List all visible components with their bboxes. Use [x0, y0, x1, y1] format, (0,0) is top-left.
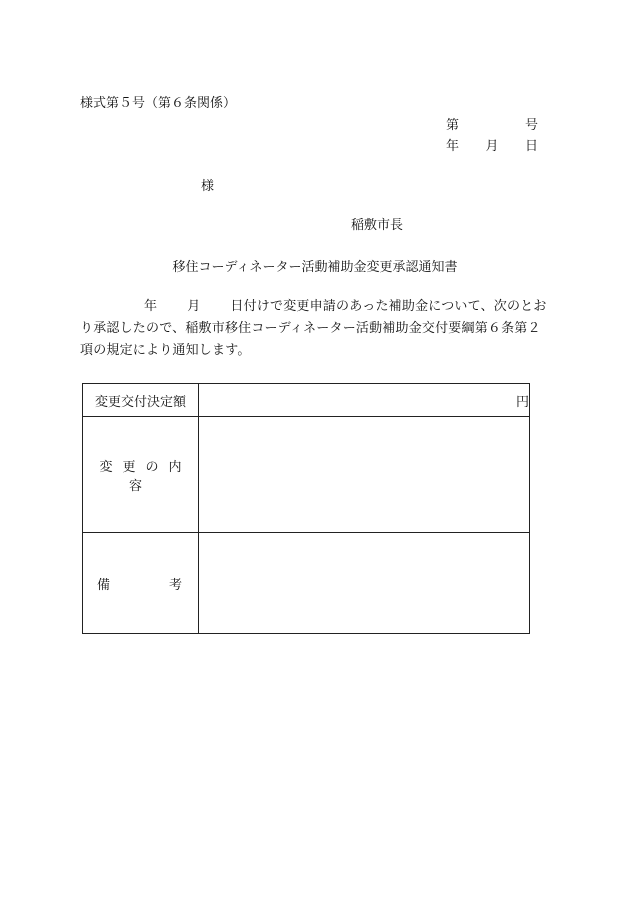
amount-row: [83, 384, 530, 417]
number-prefix: 第: [446, 118, 460, 133]
amount-unit: 円: [515, 394, 529, 410]
body-text: 日付けで変更申請のあった補助金について、次のとおり承認したので、稲敷市移住コーディネーター活動補助金交付要綱第６条第２項の規定により通知します。: [80, 299, 547, 358]
issue-date-line: [446, 140, 538, 153]
document-number-line: [446, 119, 538, 132]
change-content-value: [199, 417, 530, 533]
change-details-table: [82, 383, 530, 634]
amount-label: 変更交付決定額: [83, 384, 199, 417]
date-day: 日: [524, 139, 538, 154]
amount-value-cell: [199, 384, 530, 417]
date-month: 月: [485, 139, 499, 154]
body-year: 年: [144, 299, 158, 314]
change-content-row: [83, 417, 530, 533]
body-paragraph: [80, 296, 550, 362]
remarks-row: [83, 533, 530, 634]
change-content-label-cell: [83, 417, 199, 533]
body-month: 月: [187, 299, 201, 314]
remarks-value: [199, 533, 530, 634]
date-year: 年: [446, 139, 460, 154]
issuer-name: 稲敷市長: [351, 218, 404, 233]
remarks-label-cell: [83, 533, 199, 634]
form-identifier: 様式第５号（第６条関係）: [80, 96, 237, 111]
remarks-label-second: 考: [168, 577, 182, 593]
change-content-label: 変更の内容: [99, 459, 192, 494]
number-suffix: 号: [524, 118, 538, 133]
remarks-label-first: 備: [97, 577, 111, 593]
document-title: 移住コーディネーター活動補助金変更承認通知書: [172, 260, 458, 275]
addressee-honorific: 様: [201, 179, 215, 194]
